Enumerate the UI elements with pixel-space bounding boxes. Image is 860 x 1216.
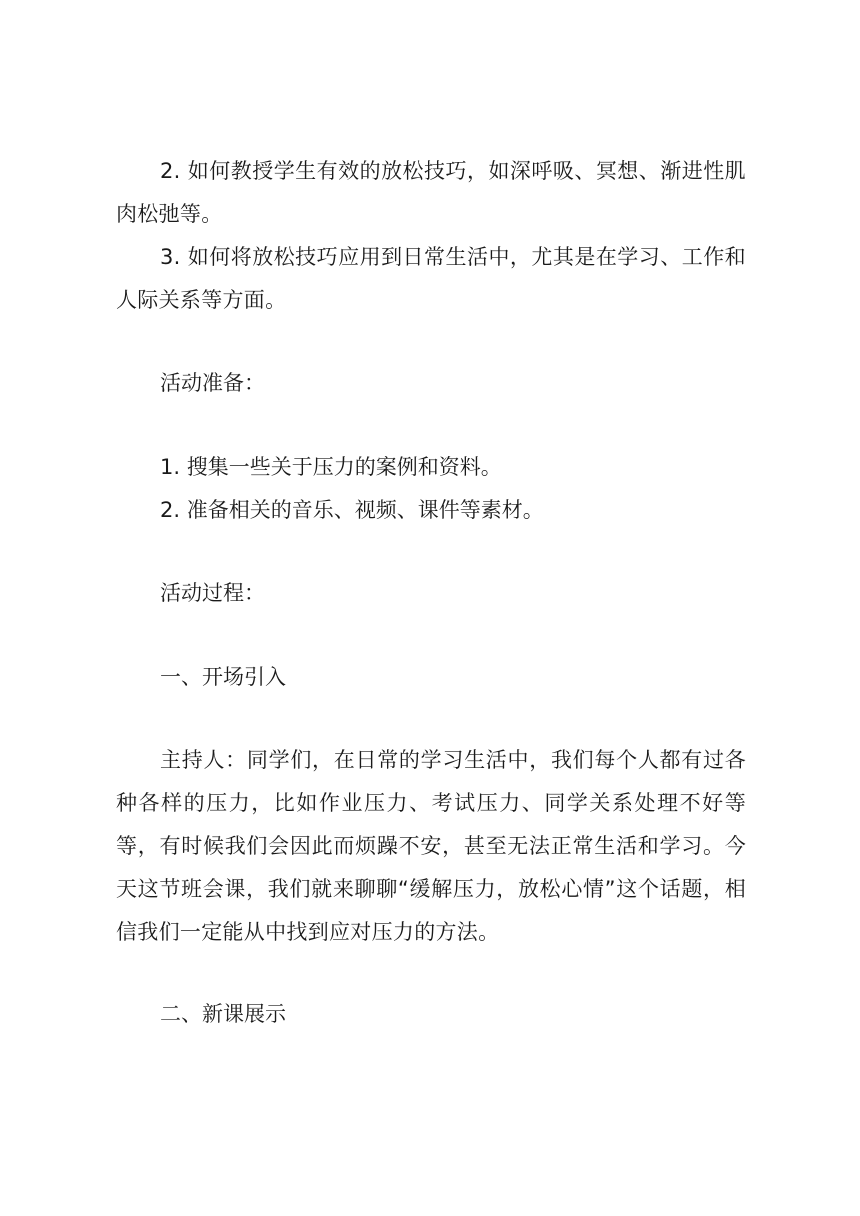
section-2-heading: 二、新课展示	[160, 1002, 286, 1026]
section-1-heading: 一、开场引入	[160, 665, 286, 689]
host-paragraph: 主持人：同学们，在日常的学习生活中，我们每个人都有过各种各样的压力，比如作业压力、考试压力、同学关系处理不好等等，有时候我们会因此而烦躁不安，甚至无法正常生活和学习。今天这节班会课，我们就来聊聊“缓解压力，放松心情”这个话题，相信我们一定能从中找到应对压力的方法。	[116, 748, 746, 944]
preparation-item-1: 1. 搜集一些关于压力的案例和资料。	[160, 455, 502, 479]
preparation-item-2: 2. 准备相关的音乐、视频、课件等素材。	[160, 498, 544, 522]
objective-item-2: 2. 如何教授学生有效的放松技巧，如深呼吸、冥想、渐进性肌肉松弛等。	[116, 159, 746, 226]
preparation-heading: 活动准备：	[160, 371, 265, 395]
process-heading: 活动过程：	[160, 581, 265, 605]
objective-item-3: 3. 如何将放松技巧应用到日常生活中，尤其是在学习、工作和人际关系等方面。	[116, 245, 746, 312]
